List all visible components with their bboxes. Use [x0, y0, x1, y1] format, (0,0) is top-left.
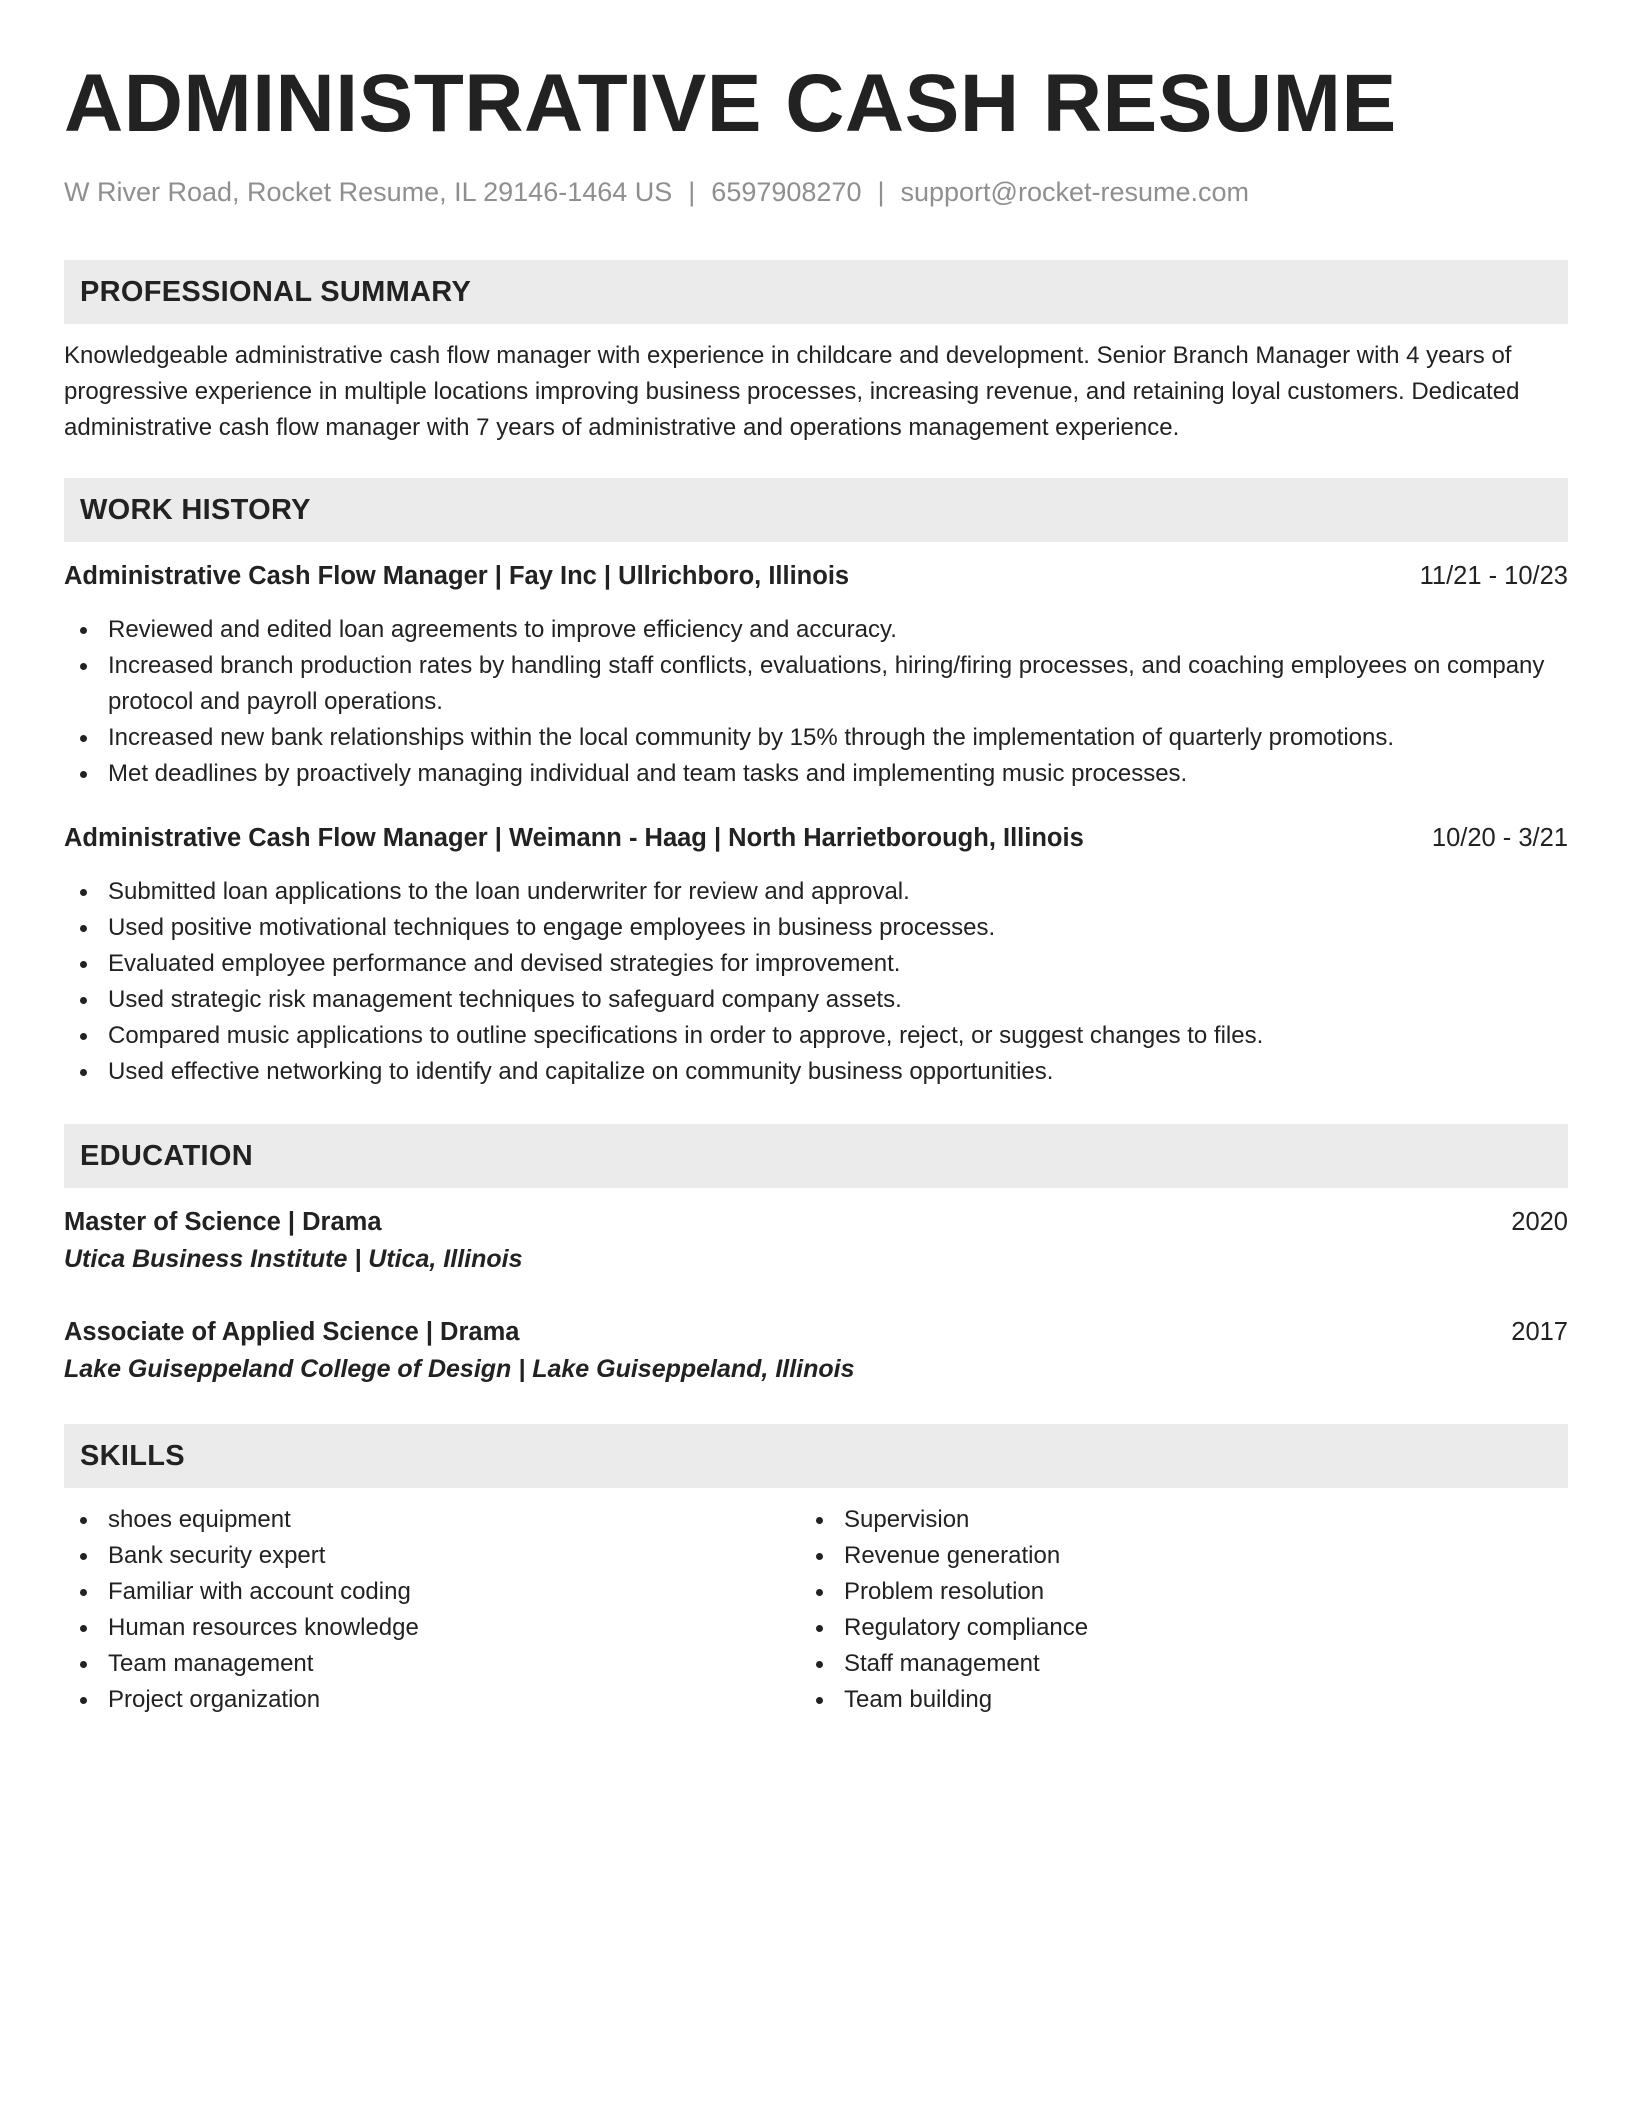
job-bullet: Met deadlines by proactively managing individual and team tasks and implementing music processes.: [64, 756, 1568, 792]
job-bullets: [64, 874, 1568, 1090]
section-header-skills: SKILLS: [64, 1424, 1568, 1488]
job-entry: [64, 820, 1568, 1090]
job-header: [64, 820, 1568, 856]
education-degree: Associate of Applied Science | Drama: [64, 1318, 520, 1346]
skill-item: Familiar with account coding: [64, 1574, 800, 1610]
contact-phone: 6597908270: [711, 177, 862, 207]
summary-text: Knowledgeable administrative cash flow manager with experience in childcare and development. Senior Branch Manager with 4 years of progressive experience in multiple locations improving business processes, increasing revenue, and retaining loyal customers. Dedicated administrative cash flow manager with 7 years of administrative and operations management experience.: [64, 342, 1520, 441]
education-year: 2020: [1511, 1208, 1568, 1236]
skill-item: Problem resolution: [800, 1574, 1536, 1610]
skills-grid: [64, 1502, 1568, 1718]
skills-column-left: [64, 1502, 800, 1718]
job-bullet: Used positive motivational techniques to engage employees in business processes.: [64, 910, 1568, 946]
skill-item: Staff management: [800, 1646, 1536, 1682]
section-header-summary: PROFESSIONAL SUMMARY: [64, 260, 1568, 324]
skill-item: Team building: [800, 1682, 1536, 1718]
job-bullet: Submitted loan applications to the loan underwriter for review and approval.: [64, 874, 1568, 910]
job-bullet: Increased new bank relationships within the local community by 15% through the implementation of quarterly promotions.: [64, 720, 1568, 756]
job-dates: 11/21 - 10/23: [1419, 562, 1568, 590]
skill-item: Revenue generation: [800, 1538, 1536, 1574]
skill-item: Bank security expert: [64, 1538, 800, 1574]
skill-item: Human resources knowledge: [64, 1610, 800, 1646]
contact-address: W River Road, Rocket Resume, IL 29146-1464 US: [64, 177, 673, 207]
section-header-work-history: WORK HISTORY: [64, 478, 1568, 542]
education-school: Utica Business Institute | Utica, Illinois: [64, 1245, 523, 1273]
job-title: Administrative Cash Flow Manager | Fay Inc | Ullrichboro, Illinois: [64, 562, 850, 590]
job-bullet: Compared music applications to outline specifications in order to approve, reject, or suggest changes to files.: [64, 1018, 1568, 1054]
contact-line: [64, 174, 1568, 210]
education-header: [64, 1204, 1568, 1240]
job-bullet: Evaluated employee performance and devised strategies for improvement.: [64, 946, 1568, 982]
skill-item: Project organization: [64, 1682, 800, 1718]
education-year: 2017: [1511, 1318, 1568, 1346]
resume-title: ADMINISTRATIVE CASH RESUME: [64, 58, 1397, 149]
job-bullet: Used strategic risk management techniques to safeguard company assets.: [64, 982, 1568, 1018]
contact-separator: |: [688, 177, 696, 207]
skill-item: shoes equipment: [64, 1502, 800, 1538]
skill-item: Regulatory compliance: [800, 1610, 1536, 1646]
skills-column-right: [800, 1502, 1536, 1718]
skills-list: [64, 1502, 800, 1718]
job-dates: 10/20 - 3/21: [1431, 824, 1568, 852]
section-header-education: EDUCATION: [64, 1124, 1568, 1188]
job-bullets: [64, 612, 1568, 792]
job-bullet: Increased branch production rates by handling staff conflicts, evaluations, hiring/firing processes, and coaching employees on company protocol and payroll operations.: [64, 648, 1568, 720]
skills-list: [800, 1502, 1536, 1718]
skill-item: Supervision: [800, 1502, 1536, 1538]
job-entry: [64, 558, 1568, 792]
job-bullet: Reviewed and edited loan agreements to improve efficiency and accuracy.: [64, 612, 1568, 648]
contact-separator: |: [877, 177, 885, 207]
job-bullet: Used effective networking to identify and capitalize on community business opportunities.: [64, 1054, 1568, 1090]
education-degree: Master of Science | Drama: [64, 1208, 382, 1236]
education-school: Lake Guiseppeland College of Design | Lake Guiseppeland, Illinois: [64, 1355, 855, 1383]
contact-email: support@rocket-resume.com: [900, 177, 1250, 207]
education-entry: [64, 1314, 1568, 1388]
job-title: Administrative Cash Flow Manager | Weimann - Haag | North Harrietborough, Illinois: [64, 824, 1084, 852]
skill-item: Team management: [64, 1646, 800, 1682]
education-entry: [64, 1204, 1568, 1278]
job-header: [64, 558, 1568, 594]
education-header: [64, 1314, 1568, 1350]
